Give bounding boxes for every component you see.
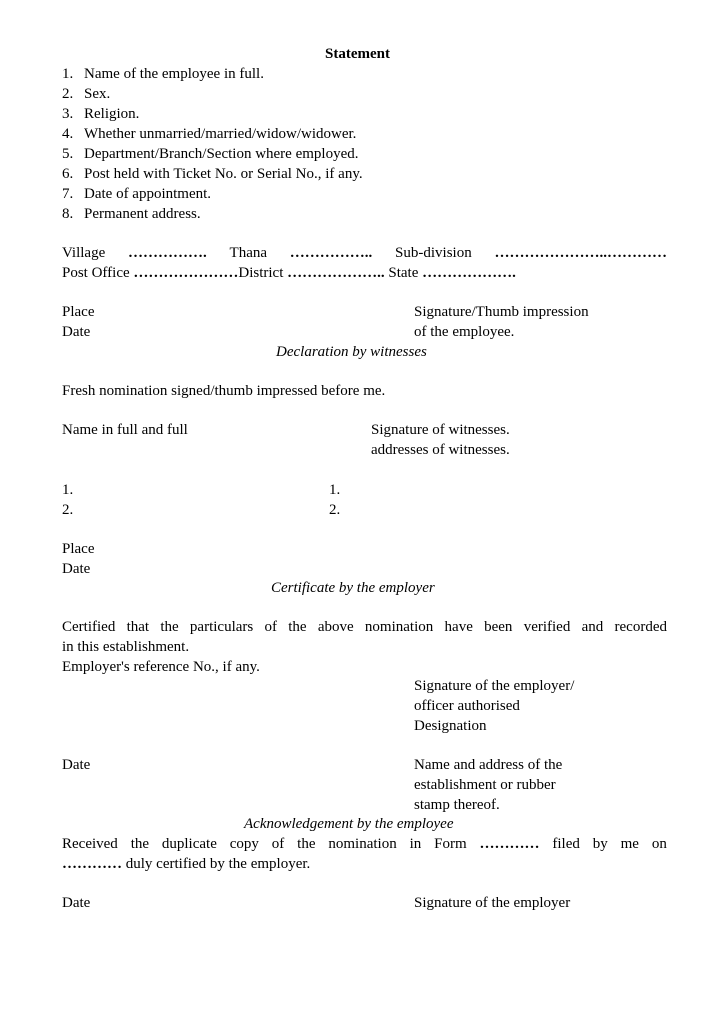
ack-word: filed	[552, 836, 580, 852]
item-text: Religion.	[84, 106, 140, 122]
employee-signature-line-1: Signature/Thumb impression	[414, 304, 589, 320]
list-item	[62, 184, 211, 204]
date-label: Date	[62, 324, 91, 340]
acknowledgement-heading: Acknowledgement by the employee	[244, 816, 454, 832]
district-label: District	[238, 265, 284, 281]
acknowledgement-line-2	[62, 854, 310, 874]
employee-signature-line-2: of the employee.	[414, 324, 515, 340]
employer-reference-no: Employer's reference No., if any.	[62, 659, 260, 675]
establishment-line-1: Name and address of the	[414, 757, 563, 773]
state-label: State	[388, 265, 419, 281]
address-line-2	[62, 263, 516, 283]
village-label: Village	[62, 245, 106, 261]
post-office-label: Post Office	[62, 265, 130, 281]
item-text: Name of the employee in full.	[84, 66, 264, 82]
ack-date-label: Date	[62, 895, 91, 911]
ack-word: by	[592, 836, 608, 852]
list-item	[62, 144, 359, 164]
thana-field: ……………..	[289, 245, 373, 261]
ack-word: Form	[434, 836, 467, 852]
establishment-line-3: stamp thereof.	[414, 797, 500, 813]
witness-signature-column-2: addresses of witnesses.	[371, 442, 510, 458]
employer-signature-line-1: Signature of the employer/	[414, 678, 575, 694]
form-field: …………	[479, 836, 540, 852]
post-office-field: …………………	[133, 265, 239, 281]
item-number: 5.	[62, 146, 74, 162]
list-item	[62, 84, 110, 104]
ack-word: Received	[62, 836, 118, 852]
address-line-1	[62, 243, 667, 263]
employer-date-label: Date	[62, 757, 91, 773]
establishment-line-2: establishment or rubber	[414, 777, 556, 793]
subdivision-field: …………………..…………	[494, 245, 667, 261]
witness-left-2: 2.	[62, 502, 74, 518]
certificate-paragraph-line-2: in this establishment.	[62, 639, 190, 655]
witness-place-label: Place	[62, 541, 95, 557]
employer-certificate-heading: Certificate by the employer	[271, 580, 435, 596]
ack-word: nomination	[328, 836, 397, 852]
ack-word: in	[409, 836, 422, 852]
list-item	[62, 164, 363, 184]
item-number: 4.	[62, 126, 74, 142]
ack-word: me	[620, 836, 639, 852]
ack-word: duplicate	[161, 836, 217, 852]
item-number: 8.	[62, 206, 74, 222]
subdivision-label: Sub-division	[395, 245, 472, 261]
date-field: …………	[62, 856, 122, 872]
employer-signature-label: Signature of the employer	[414, 895, 571, 911]
state-field: ……………….	[422, 265, 516, 281]
employer-signature-line-2: officer authorised	[414, 698, 520, 714]
witness-right-1: 1.	[329, 482, 341, 498]
ack-word: of	[271, 836, 285, 852]
item-number: 2.	[62, 86, 74, 102]
ack-word: on	[651, 836, 667, 852]
item-number: 3.	[62, 106, 74, 122]
district-field: ………………..	[287, 265, 385, 281]
witness-left-1: 1.	[62, 482, 74, 498]
list-item	[62, 124, 356, 144]
item-text: Whether unmarried/married/widow/widower.	[84, 126, 357, 142]
item-text: Date of appointment.	[84, 186, 212, 202]
list-item	[62, 104, 139, 124]
witness-right-2: 2.	[329, 502, 341, 518]
ack-word: the	[130, 836, 150, 852]
designation-label: Designation	[414, 718, 487, 734]
witness-name-column: Name in full and full	[62, 422, 188, 438]
item-text: Sex.	[84, 86, 111, 102]
item-text: Department/Branch/Section where employed.	[84, 146, 359, 162]
item-text: Permanent address.	[84, 206, 201, 222]
ack-word: copy	[229, 836, 259, 852]
fresh-nomination-text: Fresh nomination signed/thumb impressed before me.	[62, 383, 386, 399]
ack-word: the	[297, 836, 316, 852]
list-item	[62, 204, 201, 224]
witness-signature-column-1: Signature of witnesses.	[371, 422, 510, 438]
witnesses-heading: Declaration by witnesses	[276, 344, 427, 360]
village-field: …………….	[128, 245, 207, 261]
ack-line-2-text: duly certified by the employer.	[125, 856, 311, 872]
acknowledgement-line-1	[62, 834, 667, 854]
certificate-paragraph-line-1: Certified that the particulars of the above nomination have been verified and recorded	[62, 619, 667, 635]
item-number: 1.	[62, 66, 74, 82]
place-label: Place	[62, 304, 95, 320]
thana-label: Thana	[229, 245, 268, 261]
item-text: Post held with Ticket No. or Serial No., if any.	[84, 166, 363, 182]
item-number: 6.	[62, 166, 74, 182]
statement-title: Statement	[325, 46, 390, 62]
list-item	[62, 64, 264, 84]
witness-date-label: Date	[62, 561, 91, 577]
item-number: 7.	[62, 186, 74, 202]
